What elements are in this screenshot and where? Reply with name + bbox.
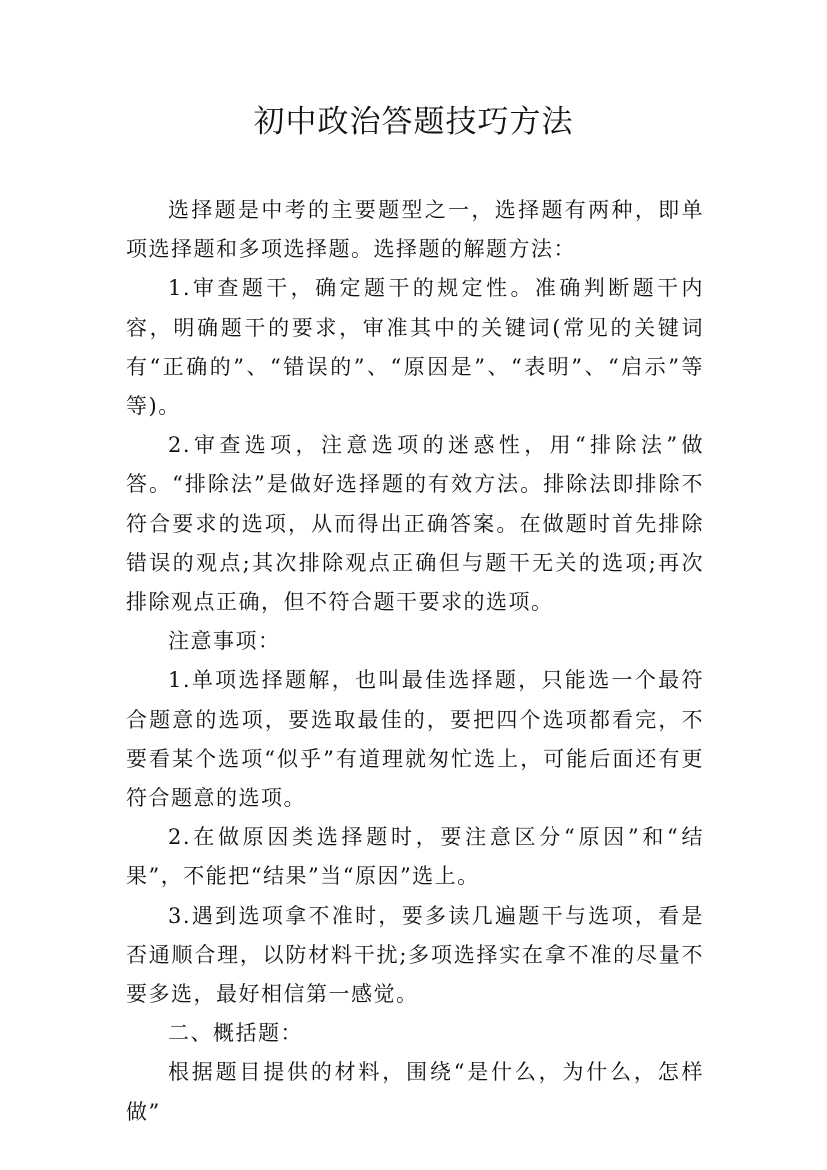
paragraph-note-3: 3.遇到选项拿不准时，要多读几遍题干与选项，看是否通顺合理，以防材料干扰;多项选择实在拿不准的尽量不要多选，最好相信第一感觉。 — [126, 903, 704, 1007]
paragraph-intro: 选择题是中考的主要题型之一，选择题有两种，即单项选择题和多项选择题。选择题的解题方法： — [126, 198, 704, 262]
document-body — [126, 191, 704, 1132]
paragraph-notes-heading: 注意事项： — [168, 629, 281, 654]
paragraph-summary-intro: 根据题目提供的材料，围绕“是什么，为什么，怎样做” — [126, 1060, 704, 1124]
paragraph-section-2-heading: 二、概括题： — [168, 1021, 303, 1046]
paragraph-method-1: 1.审查题干，确定题干的规定性。准确判断题干内容，明确题干的要求，审准其中的关键词(常见的关键词有“正确的”、“错误的”、“原因是”、“表明”、“启示”等等)。 — [126, 276, 704, 419]
paragraph-method-2: 2.审查选项，注意选项的迷惑性，用“排除法”做答。“排除法”是做好选择题的有效方法。排除法即排除不符合要求的选项，从而得出正确答案。在做题时首先排除错误的观点;其次排除观点正确但与题干无关的选项;再次排除观点正确，但不符合题干要求的选项。 — [126, 433, 704, 615]
paragraph-note-2: 2.在做原因类选择题时，要注意区分“原因”和“结果”，不能把“结果”当“原因”选上。 — [126, 825, 704, 889]
document-title: 初中政治答题技巧方法 — [253, 104, 574, 140]
paragraph-note-1: 1.单项选择题解，也叫最佳选择题，只能选一个最符合题意的选项，要选取最佳的，要把四个选项都看完，不要看某个选项“似乎”有道理就匆忙选上，可能后面还有更符合题意的选项。 — [126, 668, 704, 811]
